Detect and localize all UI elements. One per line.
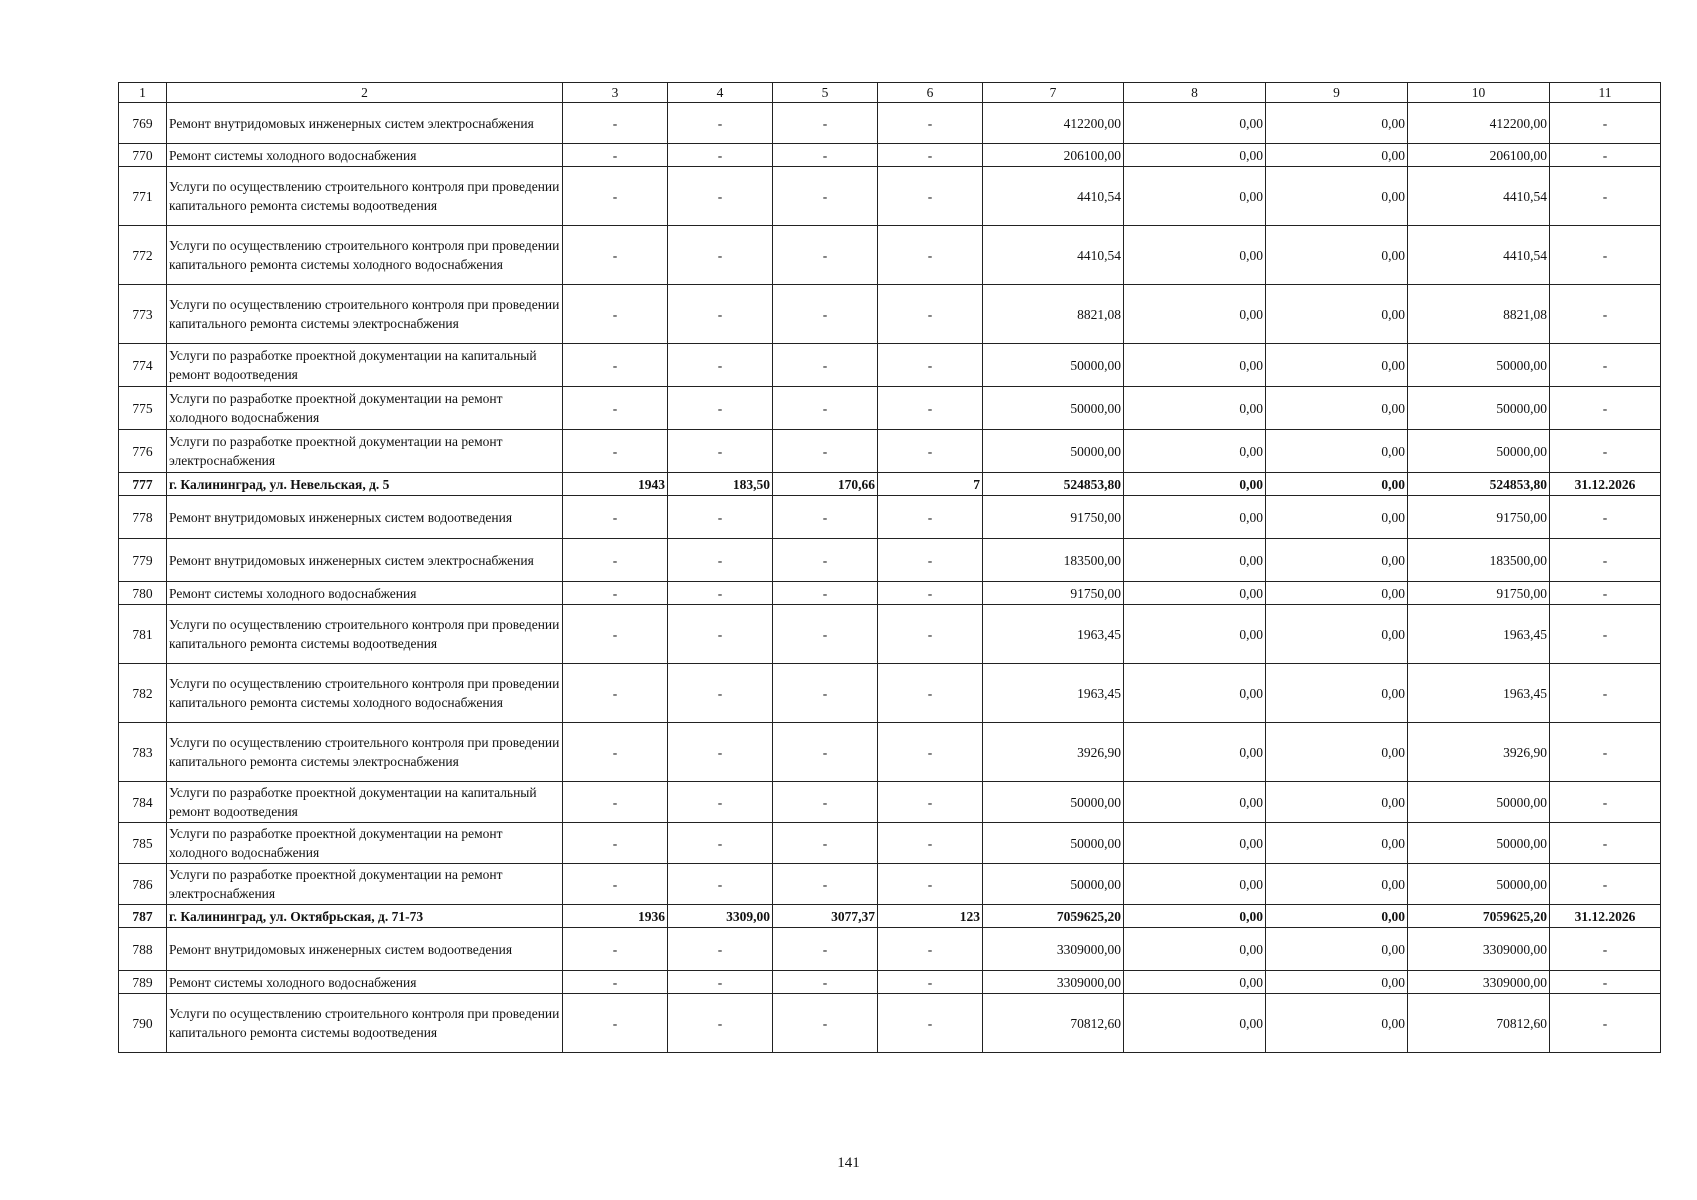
- col-8-cell: 0,00: [1124, 430, 1266, 473]
- address-row: [119, 473, 1661, 496]
- col-11-cell: 31.12.2026: [1550, 905, 1661, 928]
- col-6-cell: 123: [878, 905, 983, 928]
- col-7-cell: 4410,54: [983, 226, 1124, 285]
- col-3-cell: -: [563, 582, 668, 605]
- table-row: [119, 430, 1661, 473]
- col-4-cell: -: [668, 971, 773, 994]
- col-11-cell: -: [1550, 539, 1661, 582]
- col-7-cell: 8821,08: [983, 285, 1124, 344]
- col-6-cell: -: [878, 430, 983, 473]
- col-4-cell: -: [668, 723, 773, 782]
- row-number: 781: [119, 605, 167, 664]
- col-10-cell: 4410,54: [1408, 226, 1550, 285]
- col-11-cell: 31.12.2026: [1550, 473, 1661, 496]
- row-number: 774: [119, 344, 167, 387]
- col-11-cell: -: [1550, 226, 1661, 285]
- col-6-cell: -: [878, 928, 983, 971]
- col-3-cell: 1943: [563, 473, 668, 496]
- work-name: Услуги по осуществлению строительного контроля при проведении капитального ремонта системы холодного водоснабжения: [167, 226, 563, 285]
- col-7-cell: 7059625,20: [983, 905, 1124, 928]
- work-name: Услуги по разработке проектной документации на ремонт электроснабжения: [167, 864, 563, 905]
- col-3-cell: -: [563, 823, 668, 864]
- col-9-cell: 0,00: [1266, 582, 1408, 605]
- col-8-cell: 0,00: [1124, 864, 1266, 905]
- col-3-cell: -: [563, 723, 668, 782]
- col-4-cell: -: [668, 864, 773, 905]
- col-8-cell: 0,00: [1124, 167, 1266, 226]
- col-11-cell: -: [1550, 496, 1661, 539]
- col-7-cell: 50000,00: [983, 823, 1124, 864]
- col-3-cell: -: [563, 664, 668, 723]
- row-number: 787: [119, 905, 167, 928]
- col-4-cell: 183,50: [668, 473, 773, 496]
- row-number: 771: [119, 167, 167, 226]
- work-name: Услуги по разработке проектной документации на ремонт холодного водоснабжения: [167, 823, 563, 864]
- header-row: [119, 83, 1661, 103]
- col-5-cell: -: [773, 864, 878, 905]
- work-name: Ремонт внутридомовых инженерных систем водоотведения: [167, 928, 563, 971]
- work-name: Услуги по осуществлению строительного контроля при проведении капитального ремонта системы электроснабжения: [167, 285, 563, 344]
- col-7-cell: 206100,00: [983, 144, 1124, 167]
- col-4-cell: -: [668, 605, 773, 664]
- col-3-cell: -: [563, 344, 668, 387]
- work-name: Услуги по осуществлению строительного контроля при проведении капитального ремонта системы водоотведения: [167, 167, 563, 226]
- col-6-cell: -: [878, 782, 983, 823]
- col-5-cell: -: [773, 539, 878, 582]
- col-3-cell: -: [563, 144, 668, 167]
- col-5-cell: -: [773, 167, 878, 226]
- col-10-cell: 1963,45: [1408, 605, 1550, 664]
- col-4-cell: -: [668, 167, 773, 226]
- col-10-cell: 3926,90: [1408, 723, 1550, 782]
- col-7-cell: 50000,00: [983, 782, 1124, 823]
- header-cell: 7: [983, 83, 1124, 103]
- col-11-cell: -: [1550, 582, 1661, 605]
- table-row: [119, 928, 1661, 971]
- col-7-cell: 50000,00: [983, 387, 1124, 430]
- col-9-cell: 0,00: [1266, 387, 1408, 430]
- table-row: [119, 144, 1661, 167]
- col-6-cell: -: [878, 723, 983, 782]
- col-7-cell: 412200,00: [983, 103, 1124, 144]
- table-row: [119, 167, 1661, 226]
- row-number: 777: [119, 473, 167, 496]
- col-11-cell: -: [1550, 971, 1661, 994]
- col-11-cell: -: [1550, 823, 1661, 864]
- col-5-cell: -: [773, 994, 878, 1053]
- table-row: [119, 226, 1661, 285]
- col-8-cell: 0,00: [1124, 782, 1266, 823]
- col-4-cell: -: [668, 928, 773, 971]
- col-11-cell: -: [1550, 387, 1661, 430]
- col-9-cell: 0,00: [1266, 285, 1408, 344]
- col-10-cell: 8821,08: [1408, 285, 1550, 344]
- col-3-cell: -: [563, 103, 668, 144]
- col-11-cell: -: [1550, 723, 1661, 782]
- col-4-cell: -: [668, 144, 773, 167]
- col-9-cell: 0,00: [1266, 144, 1408, 167]
- work-name: Услуги по разработке проектной документации на ремонт холодного водоснабжения: [167, 387, 563, 430]
- row-number: 784: [119, 782, 167, 823]
- col-9-cell: 0,00: [1266, 928, 1408, 971]
- work-name: Услуги по разработке проектной документации на капитальный ремонт водоотведения: [167, 344, 563, 387]
- col-7-cell: 3926,90: [983, 723, 1124, 782]
- col-9-cell: 0,00: [1266, 994, 1408, 1053]
- col-10-cell: 70812,60: [1408, 994, 1550, 1053]
- row-number: 779: [119, 539, 167, 582]
- col-8-cell: 0,00: [1124, 928, 1266, 971]
- row-number: 772: [119, 226, 167, 285]
- col-6-cell: -: [878, 103, 983, 144]
- row-number: 773: [119, 285, 167, 344]
- col-11-cell: -: [1550, 344, 1661, 387]
- col-4-cell: 3309,00: [668, 905, 773, 928]
- col-7-cell: 3309000,00: [983, 971, 1124, 994]
- col-10-cell: 3309000,00: [1408, 928, 1550, 971]
- table-row: [119, 103, 1661, 144]
- table-row: [119, 994, 1661, 1053]
- col-3-cell: -: [563, 605, 668, 664]
- col-10-cell: 206100,00: [1408, 144, 1550, 167]
- col-8-cell: 0,00: [1124, 605, 1266, 664]
- col-8-cell: 0,00: [1124, 473, 1266, 496]
- works-table: [118, 82, 1661, 1053]
- col-4-cell: -: [668, 582, 773, 605]
- col-11-cell: -: [1550, 430, 1661, 473]
- work-name: Услуги по разработке проектной документации на ремонт электроснабжения: [167, 430, 563, 473]
- col-6-cell: -: [878, 387, 983, 430]
- col-3-cell: -: [563, 994, 668, 1053]
- col-5-cell: -: [773, 582, 878, 605]
- col-9-cell: 0,00: [1266, 167, 1408, 226]
- col-7-cell: 91750,00: [983, 582, 1124, 605]
- header-cell: 8: [1124, 83, 1266, 103]
- col-6-cell: -: [878, 344, 983, 387]
- table-body: [119, 83, 1661, 1053]
- col-11-cell: -: [1550, 285, 1661, 344]
- table-row: [119, 387, 1661, 430]
- header-cell: 11: [1550, 83, 1661, 103]
- col-6-cell: -: [878, 226, 983, 285]
- col-3-cell: -: [563, 167, 668, 226]
- col-5-cell: -: [773, 782, 878, 823]
- col-11-cell: -: [1550, 605, 1661, 664]
- header-cell: 1: [119, 83, 167, 103]
- address-row: [119, 905, 1661, 928]
- col-4-cell: -: [668, 539, 773, 582]
- col-7-cell: 3309000,00: [983, 928, 1124, 971]
- col-10-cell: 4410,54: [1408, 167, 1550, 226]
- col-5-cell: 170,66: [773, 473, 878, 496]
- col-9-cell: 0,00: [1266, 905, 1408, 928]
- col-6-cell: -: [878, 823, 983, 864]
- col-5-cell: -: [773, 344, 878, 387]
- col-3-cell: 1936: [563, 905, 668, 928]
- col-8-cell: 0,00: [1124, 582, 1266, 605]
- col-10-cell: 1963,45: [1408, 664, 1550, 723]
- col-6-cell: -: [878, 971, 983, 994]
- col-5-cell: -: [773, 387, 878, 430]
- table-row: [119, 496, 1661, 539]
- col-10-cell: 50000,00: [1408, 823, 1550, 864]
- col-4-cell: -: [668, 664, 773, 723]
- col-7-cell: 524853,80: [983, 473, 1124, 496]
- col-7-cell: 1963,45: [983, 664, 1124, 723]
- row-number: 783: [119, 723, 167, 782]
- col-8-cell: 0,00: [1124, 723, 1266, 782]
- col-9-cell: 0,00: [1266, 664, 1408, 723]
- col-10-cell: 50000,00: [1408, 430, 1550, 473]
- table-row: [119, 823, 1661, 864]
- col-9-cell: 0,00: [1266, 539, 1408, 582]
- col-5-cell: -: [773, 971, 878, 994]
- col-9-cell: 0,00: [1266, 971, 1408, 994]
- col-3-cell: -: [563, 226, 668, 285]
- col-10-cell: 3309000,00: [1408, 971, 1550, 994]
- col-11-cell: -: [1550, 928, 1661, 971]
- table-row: [119, 782, 1661, 823]
- col-8-cell: 0,00: [1124, 344, 1266, 387]
- header-cell: 2: [167, 83, 563, 103]
- table-row: [119, 664, 1661, 723]
- col-8-cell: 0,00: [1124, 285, 1266, 344]
- table-row: [119, 971, 1661, 994]
- col-4-cell: -: [668, 782, 773, 823]
- col-6-cell: -: [878, 285, 983, 344]
- col-3-cell: -: [563, 430, 668, 473]
- col-5-cell: -: [773, 430, 878, 473]
- col-3-cell: -: [563, 539, 668, 582]
- col-3-cell: -: [563, 971, 668, 994]
- col-6-cell: 7: [878, 473, 983, 496]
- col-6-cell: -: [878, 539, 983, 582]
- row-number: 785: [119, 823, 167, 864]
- col-9-cell: 0,00: [1266, 103, 1408, 144]
- col-3-cell: -: [563, 928, 668, 971]
- col-8-cell: 0,00: [1124, 539, 1266, 582]
- col-10-cell: 7059625,20: [1408, 905, 1550, 928]
- col-8-cell: 0,00: [1124, 226, 1266, 285]
- work-name: Ремонт внутридомовых инженерных систем водоотведения: [167, 496, 563, 539]
- row-number: 789: [119, 971, 167, 994]
- row-number: 780: [119, 582, 167, 605]
- col-10-cell: 91750,00: [1408, 496, 1550, 539]
- col-11-cell: -: [1550, 994, 1661, 1053]
- work-name: Ремонт внутридомовых инженерных систем электроснабжения: [167, 539, 563, 582]
- table-row: [119, 605, 1661, 664]
- col-8-cell: 0,00: [1124, 103, 1266, 144]
- work-name: Услуги по разработке проектной документации на капитальный ремонт водоотведения: [167, 782, 563, 823]
- work-name: Услуги по осуществлению строительного контроля при проведении капитального ремонта системы холодного водоснабжения: [167, 664, 563, 723]
- page-number: 141: [837, 1155, 860, 1171]
- col-9-cell: 0,00: [1266, 782, 1408, 823]
- col-6-cell: -: [878, 144, 983, 167]
- col-10-cell: 50000,00: [1408, 344, 1550, 387]
- header-cell: 4: [668, 83, 773, 103]
- col-11-cell: -: [1550, 167, 1661, 226]
- col-7-cell: 91750,00: [983, 496, 1124, 539]
- col-10-cell: 412200,00: [1408, 103, 1550, 144]
- work-name: г. Калининград, ул. Октябрьская, д. 71-73: [167, 905, 563, 928]
- col-4-cell: -: [668, 226, 773, 285]
- table-row: [119, 344, 1661, 387]
- col-8-cell: 0,00: [1124, 496, 1266, 539]
- work-name: Услуги по осуществлению строительного контроля при проведении капитального ремонта системы водоотведения: [167, 994, 563, 1053]
- col-10-cell: 50000,00: [1408, 864, 1550, 905]
- col-4-cell: -: [668, 103, 773, 144]
- col-3-cell: -: [563, 285, 668, 344]
- row-number: 776: [119, 430, 167, 473]
- work-name: Ремонт системы холодного водоснабжения: [167, 971, 563, 994]
- col-9-cell: 0,00: [1266, 473, 1408, 496]
- col-4-cell: -: [668, 344, 773, 387]
- col-9-cell: 0,00: [1266, 344, 1408, 387]
- table-row: [119, 539, 1661, 582]
- col-7-cell: 1963,45: [983, 605, 1124, 664]
- col-7-cell: 50000,00: [983, 344, 1124, 387]
- col-4-cell: -: [668, 285, 773, 344]
- row-number: 782: [119, 664, 167, 723]
- col-8-cell: 0,00: [1124, 664, 1266, 723]
- col-9-cell: 0,00: [1266, 496, 1408, 539]
- col-10-cell: 50000,00: [1408, 387, 1550, 430]
- col-6-cell: -: [878, 582, 983, 605]
- table-row: [119, 285, 1661, 344]
- col-7-cell: 50000,00: [983, 864, 1124, 905]
- col-6-cell: -: [878, 994, 983, 1053]
- row-number: 775: [119, 387, 167, 430]
- col-8-cell: 0,00: [1124, 823, 1266, 864]
- row-number: 786: [119, 864, 167, 905]
- col-5-cell: -: [773, 605, 878, 664]
- col-8-cell: 0,00: [1124, 387, 1266, 430]
- col-8-cell: 0,00: [1124, 994, 1266, 1053]
- col-6-cell: -: [878, 605, 983, 664]
- col-5-cell: -: [773, 823, 878, 864]
- col-7-cell: 50000,00: [983, 430, 1124, 473]
- col-5-cell: -: [773, 144, 878, 167]
- col-10-cell: 50000,00: [1408, 782, 1550, 823]
- header-cell: 9: [1266, 83, 1408, 103]
- col-11-cell: -: [1550, 103, 1661, 144]
- col-4-cell: -: [668, 823, 773, 864]
- work-name: г. Калининград, ул. Невельская, д. 5: [167, 473, 563, 496]
- col-8-cell: 0,00: [1124, 971, 1266, 994]
- col-6-cell: -: [878, 664, 983, 723]
- header-cell: 3: [563, 83, 668, 103]
- table-row: [119, 723, 1661, 782]
- header-cell: 6: [878, 83, 983, 103]
- work-name: Услуги по осуществлению строительного контроля при проведении капитального ремонта системы водоотведения: [167, 605, 563, 664]
- col-9-cell: 0,00: [1266, 823, 1408, 864]
- work-name: Услуги по осуществлению строительного контроля при проведении капитального ремонта системы электроснабжения: [167, 723, 563, 782]
- col-9-cell: 0,00: [1266, 723, 1408, 782]
- row-number: 778: [119, 496, 167, 539]
- table-row: [119, 864, 1661, 905]
- col-5-cell: 3077,37: [773, 905, 878, 928]
- row-number: 770: [119, 144, 167, 167]
- header-cell: 5: [773, 83, 878, 103]
- col-4-cell: -: [668, 387, 773, 430]
- col-11-cell: -: [1550, 664, 1661, 723]
- col-11-cell: -: [1550, 782, 1661, 823]
- row-number: 769: [119, 103, 167, 144]
- row-number: 790: [119, 994, 167, 1053]
- col-7-cell: 183500,00: [983, 539, 1124, 582]
- col-6-cell: -: [878, 864, 983, 905]
- col-5-cell: -: [773, 496, 878, 539]
- col-5-cell: -: [773, 226, 878, 285]
- col-7-cell: 4410,54: [983, 167, 1124, 226]
- col-3-cell: -: [563, 496, 668, 539]
- row-number: 788: [119, 928, 167, 971]
- col-3-cell: -: [563, 782, 668, 823]
- col-9-cell: 0,00: [1266, 226, 1408, 285]
- col-10-cell: 183500,00: [1408, 539, 1550, 582]
- col-9-cell: 0,00: [1266, 864, 1408, 905]
- col-9-cell: 0,00: [1266, 430, 1408, 473]
- col-7-cell: 70812,60: [983, 994, 1124, 1053]
- col-10-cell: 524853,80: [1408, 473, 1550, 496]
- table-row: [119, 582, 1661, 605]
- col-8-cell: 0,00: [1124, 905, 1266, 928]
- header-cell: 10: [1408, 83, 1550, 103]
- col-6-cell: -: [878, 496, 983, 539]
- col-5-cell: -: [773, 285, 878, 344]
- col-11-cell: -: [1550, 144, 1661, 167]
- work-name: Ремонт внутридомовых инженерных систем электроснабжения: [167, 103, 563, 144]
- col-3-cell: -: [563, 864, 668, 905]
- col-11-cell: -: [1550, 864, 1661, 905]
- col-5-cell: -: [773, 103, 878, 144]
- col-3-cell: -: [563, 387, 668, 430]
- col-4-cell: -: [668, 994, 773, 1053]
- col-4-cell: -: [668, 496, 773, 539]
- col-4-cell: -: [668, 430, 773, 473]
- col-5-cell: -: [773, 664, 878, 723]
- work-name: Ремонт системы холодного водоснабжения: [167, 582, 563, 605]
- col-10-cell: 91750,00: [1408, 582, 1550, 605]
- col-5-cell: -: [773, 723, 878, 782]
- col-8-cell: 0,00: [1124, 144, 1266, 167]
- work-name: Ремонт системы холодного водоснабжения: [167, 144, 563, 167]
- col-6-cell: -: [878, 167, 983, 226]
- col-5-cell: -: [773, 928, 878, 971]
- col-9-cell: 0,00: [1266, 605, 1408, 664]
